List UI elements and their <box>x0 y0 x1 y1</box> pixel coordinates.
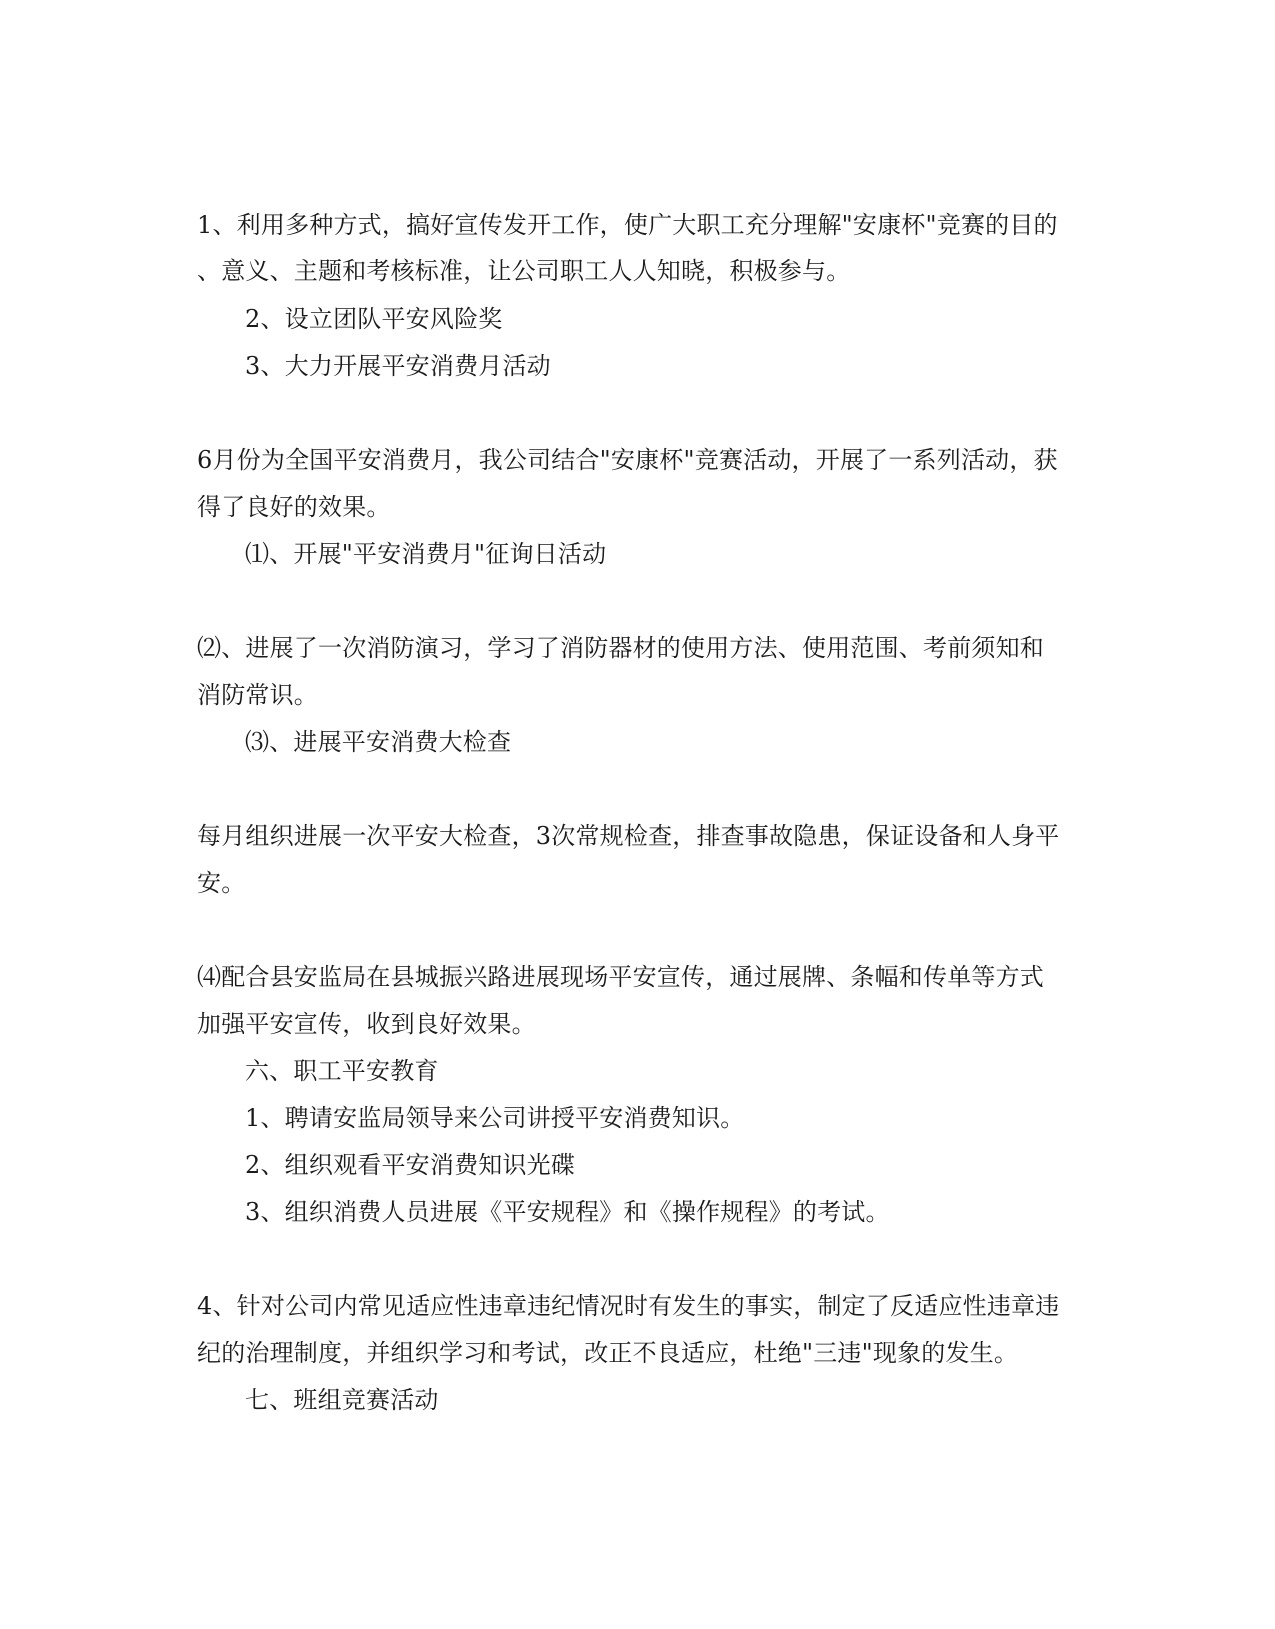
section-heading: 七、班组竞赛活动 <box>245 1386 439 1414</box>
paragraph-line: ⑷配合县安监局在县城振兴路进展现场平安宣传，通过展牌、条幅和传单等方式 <box>197 963 1044 991</box>
paragraph-line: ⑵、进展了一次消防演习，学习了消防器材的使用方法、使用范围、考前须知和 <box>197 634 1044 662</box>
list-item: 3、组织消费人员进展《平安规程》和《操作规程》的考试。 <box>245 1198 890 1226</box>
paragraph-line: 4、针对公司内常见适应性违章违纪情况时有发生的事实，制定了反适应性违章违 <box>197 1292 1060 1320</box>
paragraph-line: 1、利用多种方式，搞好宣传发开工作，使广大职工充分理解"安康杯"竞赛的目的 <box>197 211 1058 239</box>
list-item: 2、组织观看平安消费知识光碟 <box>245 1151 576 1179</box>
paragraph-line: 每月组织进展一次平安大检查，3次常规检查，排查事故隐患，保证设备和人身平 <box>197 822 1060 850</box>
paragraph-line: 消防常识。 <box>197 681 318 709</box>
paragraph-line: 、意义、主题和考核标准，让公司职工人人知晓，积极参与。 <box>197 257 851 285</box>
list-item: 3、大力开展平安消费月活动 <box>245 352 551 380</box>
list-item: ⑶、进展平安消费大检查 <box>245 728 512 756</box>
paragraph-line: 得了良好的效果。 <box>197 493 391 521</box>
paragraph-line: 6月份为全国平安消费月，我公司结合"安康杯"竞赛活动，开展了一系列活动，获 <box>197 446 1058 474</box>
paragraph-line: 纪的治理制度，并组织学习和考试，改正不良适应，杜绝"三违"现象的发生。 <box>197 1339 1019 1367</box>
list-item: ⑴、开展"平安消费月"征询日活动 <box>245 540 607 568</box>
list-item: 2、设立团队平安风险奖 <box>245 305 503 333</box>
paragraph-line: 安。 <box>197 869 246 897</box>
section-heading: 六、职工平安教育 <box>245 1057 439 1085</box>
list-item: 1、聘请安监局领导来公司讲授平安消费知识。 <box>245 1104 745 1132</box>
paragraph-line: 加强平安宣传，收到良好效果。 <box>197 1010 536 1038</box>
